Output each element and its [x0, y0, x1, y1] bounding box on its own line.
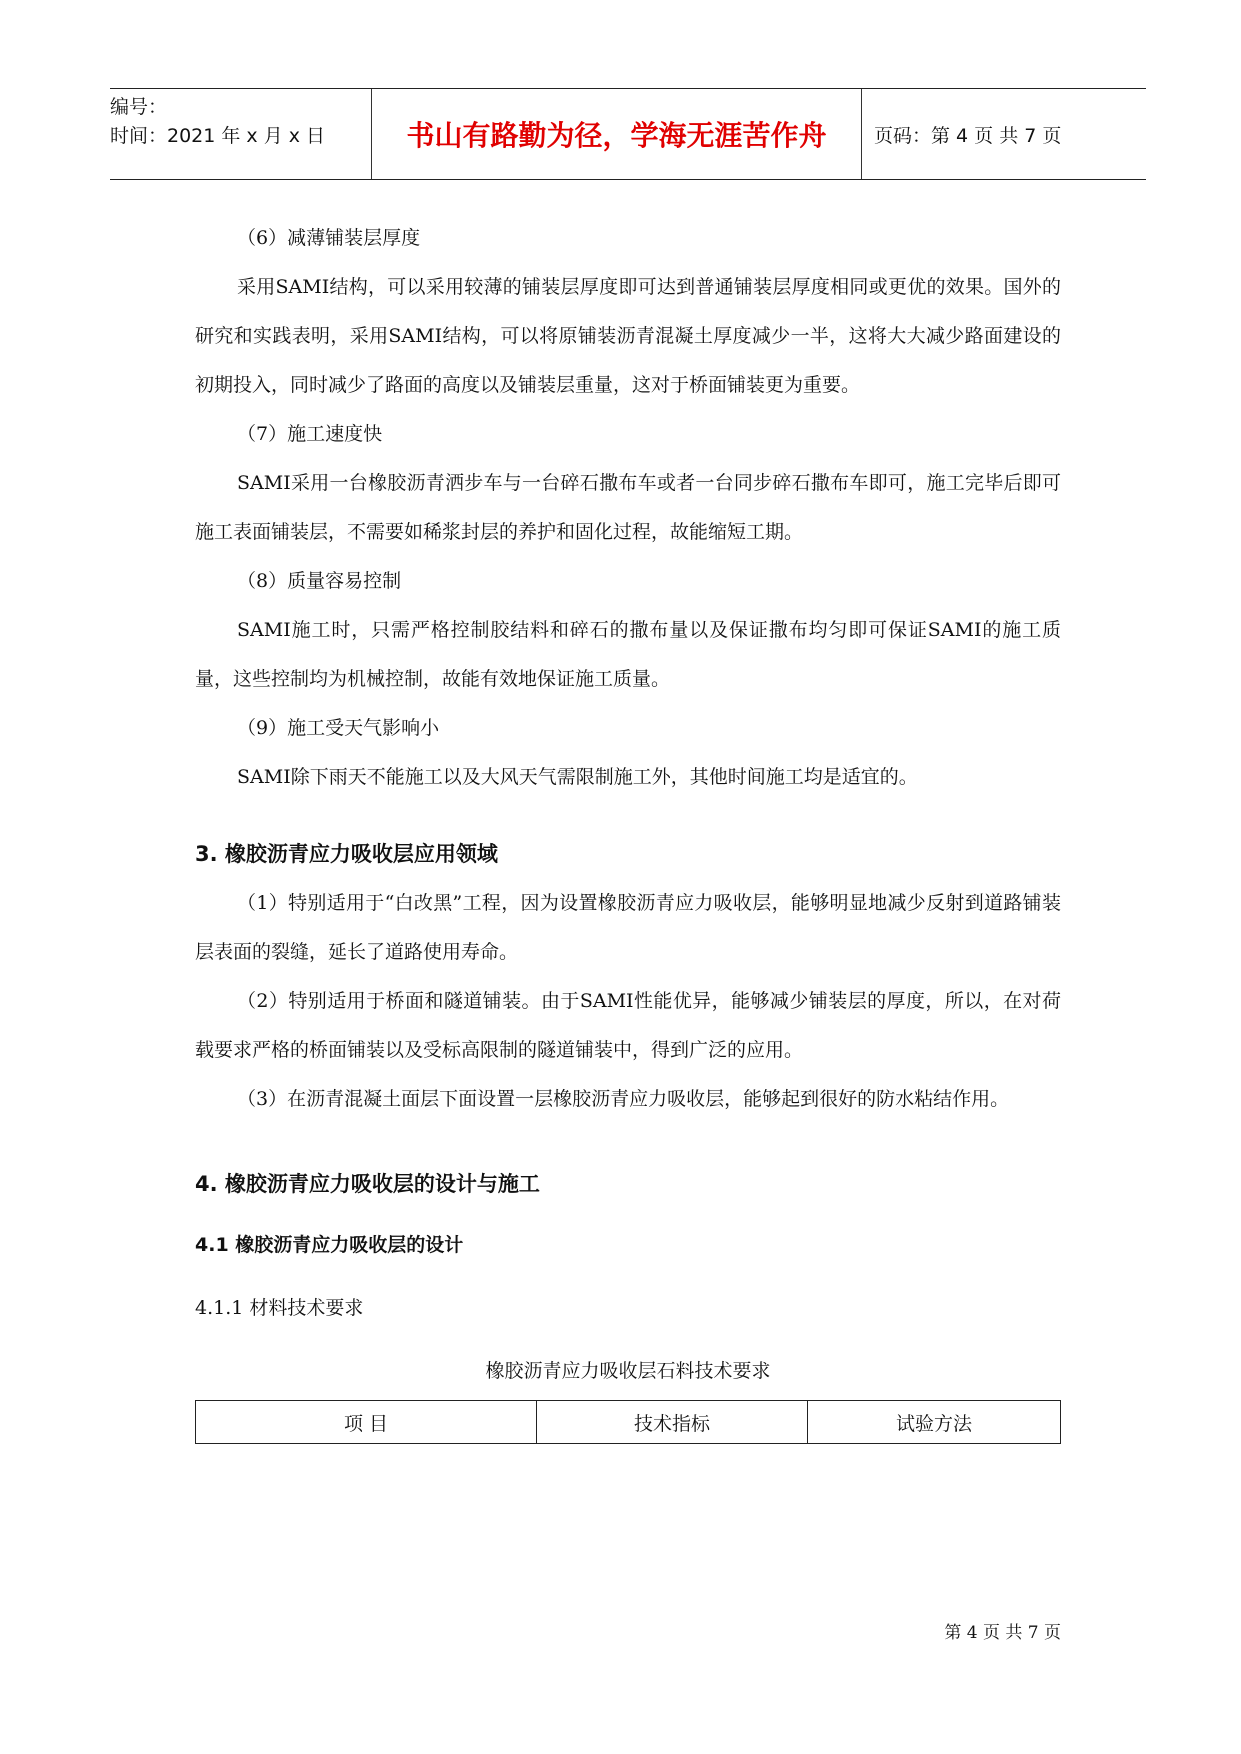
paragraph: SAMI除下雨天不能施工以及大风天气需限制施工外，其他时间施工均是适宜的。	[237, 766, 918, 788]
header-motto: 书山有路勤为径，学海无涯苦作舟	[372, 89, 862, 179]
header-page-label: 页码：第 4 页 共 7 页	[874, 124, 1062, 147]
paragraph: （1）特别适用于“白改黑”工程，因为设置橡胶沥青应力吸收层，能够明显地减少反射到道路铺装层表面的裂缝，延长了道路使用寿命。	[195, 892, 1061, 963]
paragraph: （9）施工受天气影响小	[237, 717, 440, 739]
table-header-cell: 项 目	[196, 1401, 537, 1444]
table-header-row	[196, 1401, 1061, 1444]
page-header	[110, 88, 1146, 180]
paragraph: 4.1.1 材料技术要求	[195, 1297, 364, 1319]
paragraph: （2）特别适用于桥面和隧道铺装。由于SAMI性能优异，能够减少铺装层的厚度，所以，在对荷载要求严格的桥面铺装以及受标高限制的隧道铺装中，得到广泛的应用。	[195, 990, 1061, 1061]
subsection-heading: 4.1 橡胶沥青应力吸收层的设计	[195, 1234, 464, 1256]
document-body	[195, 214, 1061, 1444]
header-left-cell	[110, 89, 372, 179]
table-header-cell: 技术指标	[537, 1401, 808, 1444]
paragraph: （6）减薄铺装层厚度	[237, 227, 421, 249]
paragraph: （8）质量容易控制	[237, 570, 402, 592]
time-label: 时间：2021 年 x 月 x 日	[110, 125, 326, 147]
paragraph: （7）施工速度快	[237, 423, 383, 445]
table-header-cell: 试验方法	[808, 1401, 1061, 1444]
requirements-table	[195, 1400, 1061, 1444]
section-heading: 3. 橡胶沥青应力吸收层应用领域	[195, 842, 498, 866]
paragraph: 采用SAMI结构，可以采用较薄的铺装层厚度即可达到普通铺装层厚度相同或更优的效果。国外的研究和实践表明，采用SAMI结构，可以将原铺装沥青混凝土厚度减少一半，这将大大减少路面建设的初期投入，同时减少了路面的高度以及铺装层重量，这对于桥面铺装更为重要。	[195, 276, 1061, 396]
section-heading: 4. 橡胶沥青应力吸收层的设计与施工	[195, 1172, 540, 1196]
paragraph: SAMI采用一台橡胶沥青洒步车与一台碎石撒布车或者一台同步碎石撒布车即可，施工完毕后即可施工表面铺装层，不需要如稀浆封层的养护和固化过程，故能缩短工期。	[195, 472, 1061, 543]
paragraph: （3）在沥青混凝土面层下面设置一层橡胶沥青应力吸收层，能够起到很好的防水粘结作用。	[237, 1088, 1010, 1110]
number-label: 编号：	[110, 96, 168, 118]
paragraph: SAMI施工时，只需严格控制胶结料和碎石的撒布量以及保证撒布均匀即可保证SAMI的施工质量，这些控制均为机械控制，故能有效地保证施工质量。	[195, 619, 1061, 690]
page-footer: 第 4 页 共 7 页	[944, 1623, 1061, 1643]
table-caption: 橡胶沥青应力吸收层石料技术要求	[485, 1360, 771, 1382]
